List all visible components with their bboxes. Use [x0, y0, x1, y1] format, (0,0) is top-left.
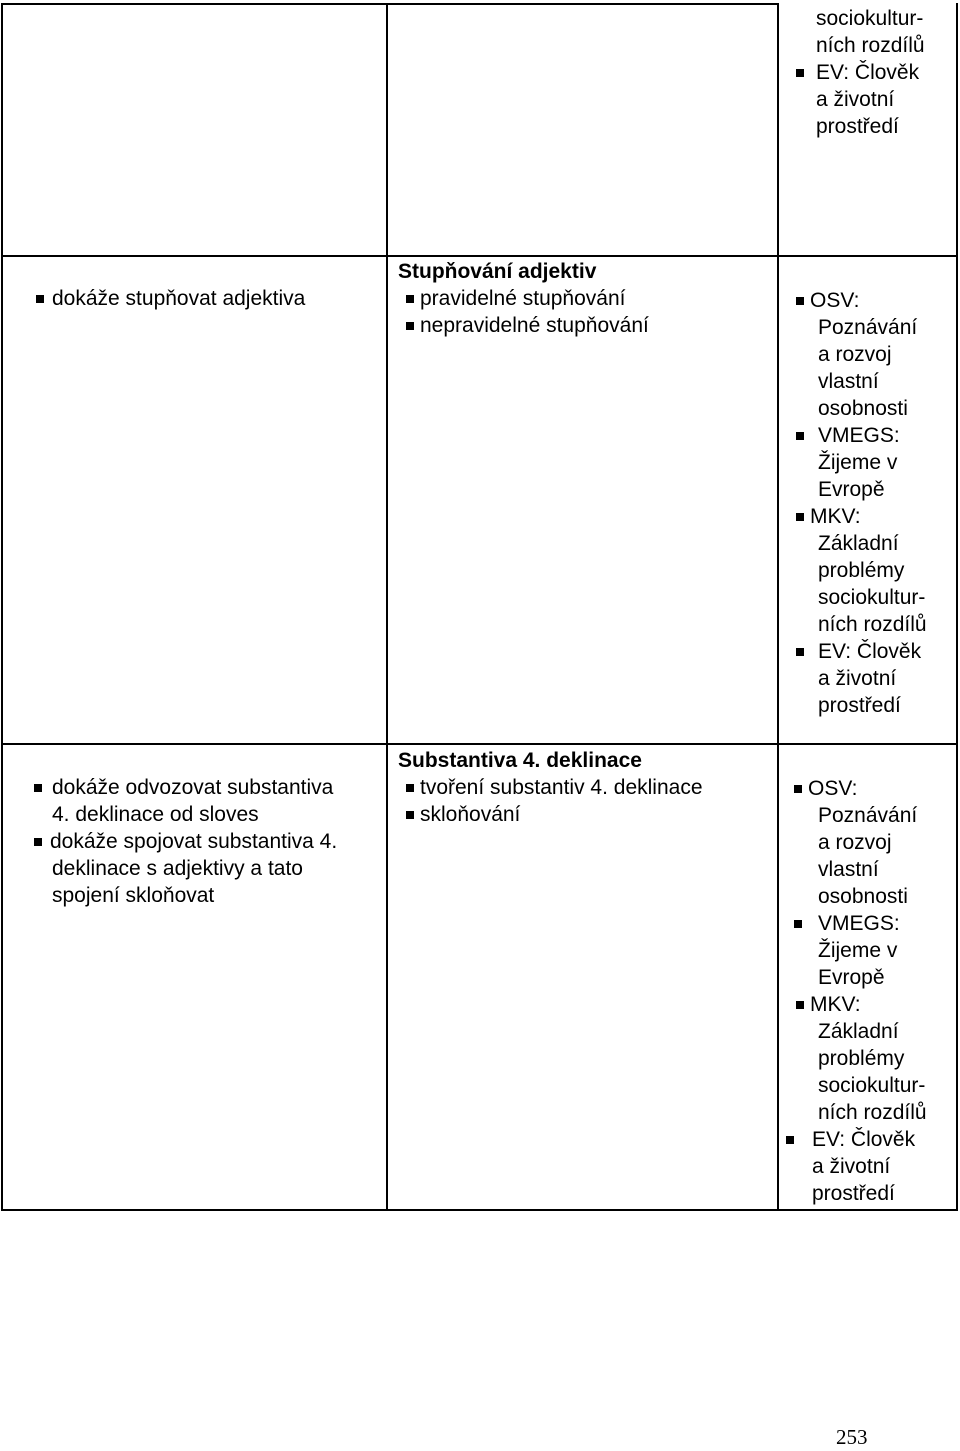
topic-item: tvoření substantiv 4. deklinace [398, 774, 703, 801]
mkv-item: MKV: [792, 503, 927, 530]
bullet-icon [796, 432, 804, 440]
table-border-right [956, 3, 958, 1211]
bullet-icon [796, 648, 804, 656]
text-line: Poznávání [818, 804, 918, 827]
outcome-item: dokáže odvozovat substantiva [34, 774, 337, 801]
text-line: ních rozdílů [818, 1101, 927, 1124]
bullet-icon [34, 784, 42, 792]
table-row-divider-2 [1, 743, 958, 745]
text-line: a životní [818, 667, 897, 690]
bullet-icon [796, 1001, 804, 1009]
bullet-icon [794, 785, 802, 793]
text-line: problémy [818, 1047, 905, 1070]
text-line: a životní [812, 1155, 891, 1178]
osv-item: OSV: [792, 287, 927, 314]
bullet-icon [406, 784, 414, 792]
outcome-item: dokáže stupňovat adjektiva [36, 285, 305, 312]
row1-cross-curricular-cell [792, 287, 927, 719]
topic-heading: Substantiva 4. deklinace [398, 749, 642, 772]
bullet-icon [794, 920, 802, 928]
row0-cross-curricular-cell [792, 5, 925, 140]
bullet-icon [406, 322, 414, 330]
osv-item: OSV: [786, 775, 927, 802]
row2-cross-curricular-cell [786, 775, 927, 1207]
text-line: problémy [818, 559, 905, 582]
text-line: Základní [818, 532, 899, 555]
text-line: Žijeme v [818, 939, 898, 962]
text-line: prostředí [812, 1182, 895, 1205]
row0-ev-item: EV: Člověk [792, 59, 925, 86]
text-line: Poznávání [818, 316, 918, 339]
bullet-icon [796, 297, 804, 305]
page-number: 253 [836, 1425, 868, 1449]
bullet-icon [36, 295, 44, 303]
text-line: 4. deklinace od sloves [52, 803, 259, 826]
text-line: a rozvoj [818, 831, 892, 854]
vmegs-item: VMEGS: [786, 910, 927, 937]
topic-item: pravidelné stupňování [398, 285, 649, 312]
table-border-top-left [1, 3, 778, 5]
row0-text-line: prostředí [816, 115, 899, 138]
bullet-icon [796, 69, 804, 77]
text-line: vlastní [818, 370, 879, 393]
text-line: deklinace s adjektivy a tato [52, 857, 303, 880]
text-line: prostředí [818, 694, 901, 717]
bullet-icon [406, 811, 414, 819]
table-divider-1 [386, 3, 388, 1211]
table-row-divider-1 [1, 255, 958, 257]
ev-item: EV: Člověk [786, 1126, 927, 1153]
outcome-item: dokáže spojovat substantiva 4. [34, 828, 337, 855]
row1-topic-cell [398, 258, 649, 339]
bullet-icon [786, 1136, 794, 1144]
text-line: Základní [818, 1020, 899, 1043]
row1-outcomes-cell [36, 285, 305, 312]
text-line: vlastní [818, 858, 879, 881]
row0-text-line: a životní [816, 88, 895, 111]
topic-item: nepravidelné stupňování [398, 312, 649, 339]
row0-text-line: ních rozdílů [816, 34, 925, 57]
topic-item: skloňování [398, 801, 703, 828]
table-border-bottom [1, 1209, 958, 1211]
text-line: osobnosti [818, 397, 908, 420]
bullet-icon [34, 838, 42, 846]
text-line: spojení skloňovat [52, 884, 215, 907]
text-line: sociokultur- [818, 1074, 926, 1097]
text-line: osobnosti [818, 885, 908, 908]
bullet-icon [796, 513, 804, 521]
row0-text-line: sociokultur- [816, 7, 924, 30]
text-line: ních rozdílů [818, 613, 927, 636]
table-border-left [1, 3, 3, 1211]
text-line: Evropě [818, 478, 885, 501]
mkv-item: MKV: [786, 991, 927, 1018]
bullet-icon [406, 295, 414, 303]
text-line: sociokultur- [818, 586, 926, 609]
topic-heading: Stupňování adjektiv [398, 260, 597, 283]
text-line: a rozvoj [818, 343, 892, 366]
table-divider-2 [777, 3, 779, 1211]
text-line: Žijeme v [818, 451, 898, 474]
ev-item: EV: Člověk [792, 638, 927, 665]
vmegs-item: VMEGS: [792, 422, 927, 449]
text-line: Evropě [818, 966, 885, 989]
row2-outcomes-cell [34, 774, 337, 909]
row2-topic-cell [398, 747, 703, 828]
